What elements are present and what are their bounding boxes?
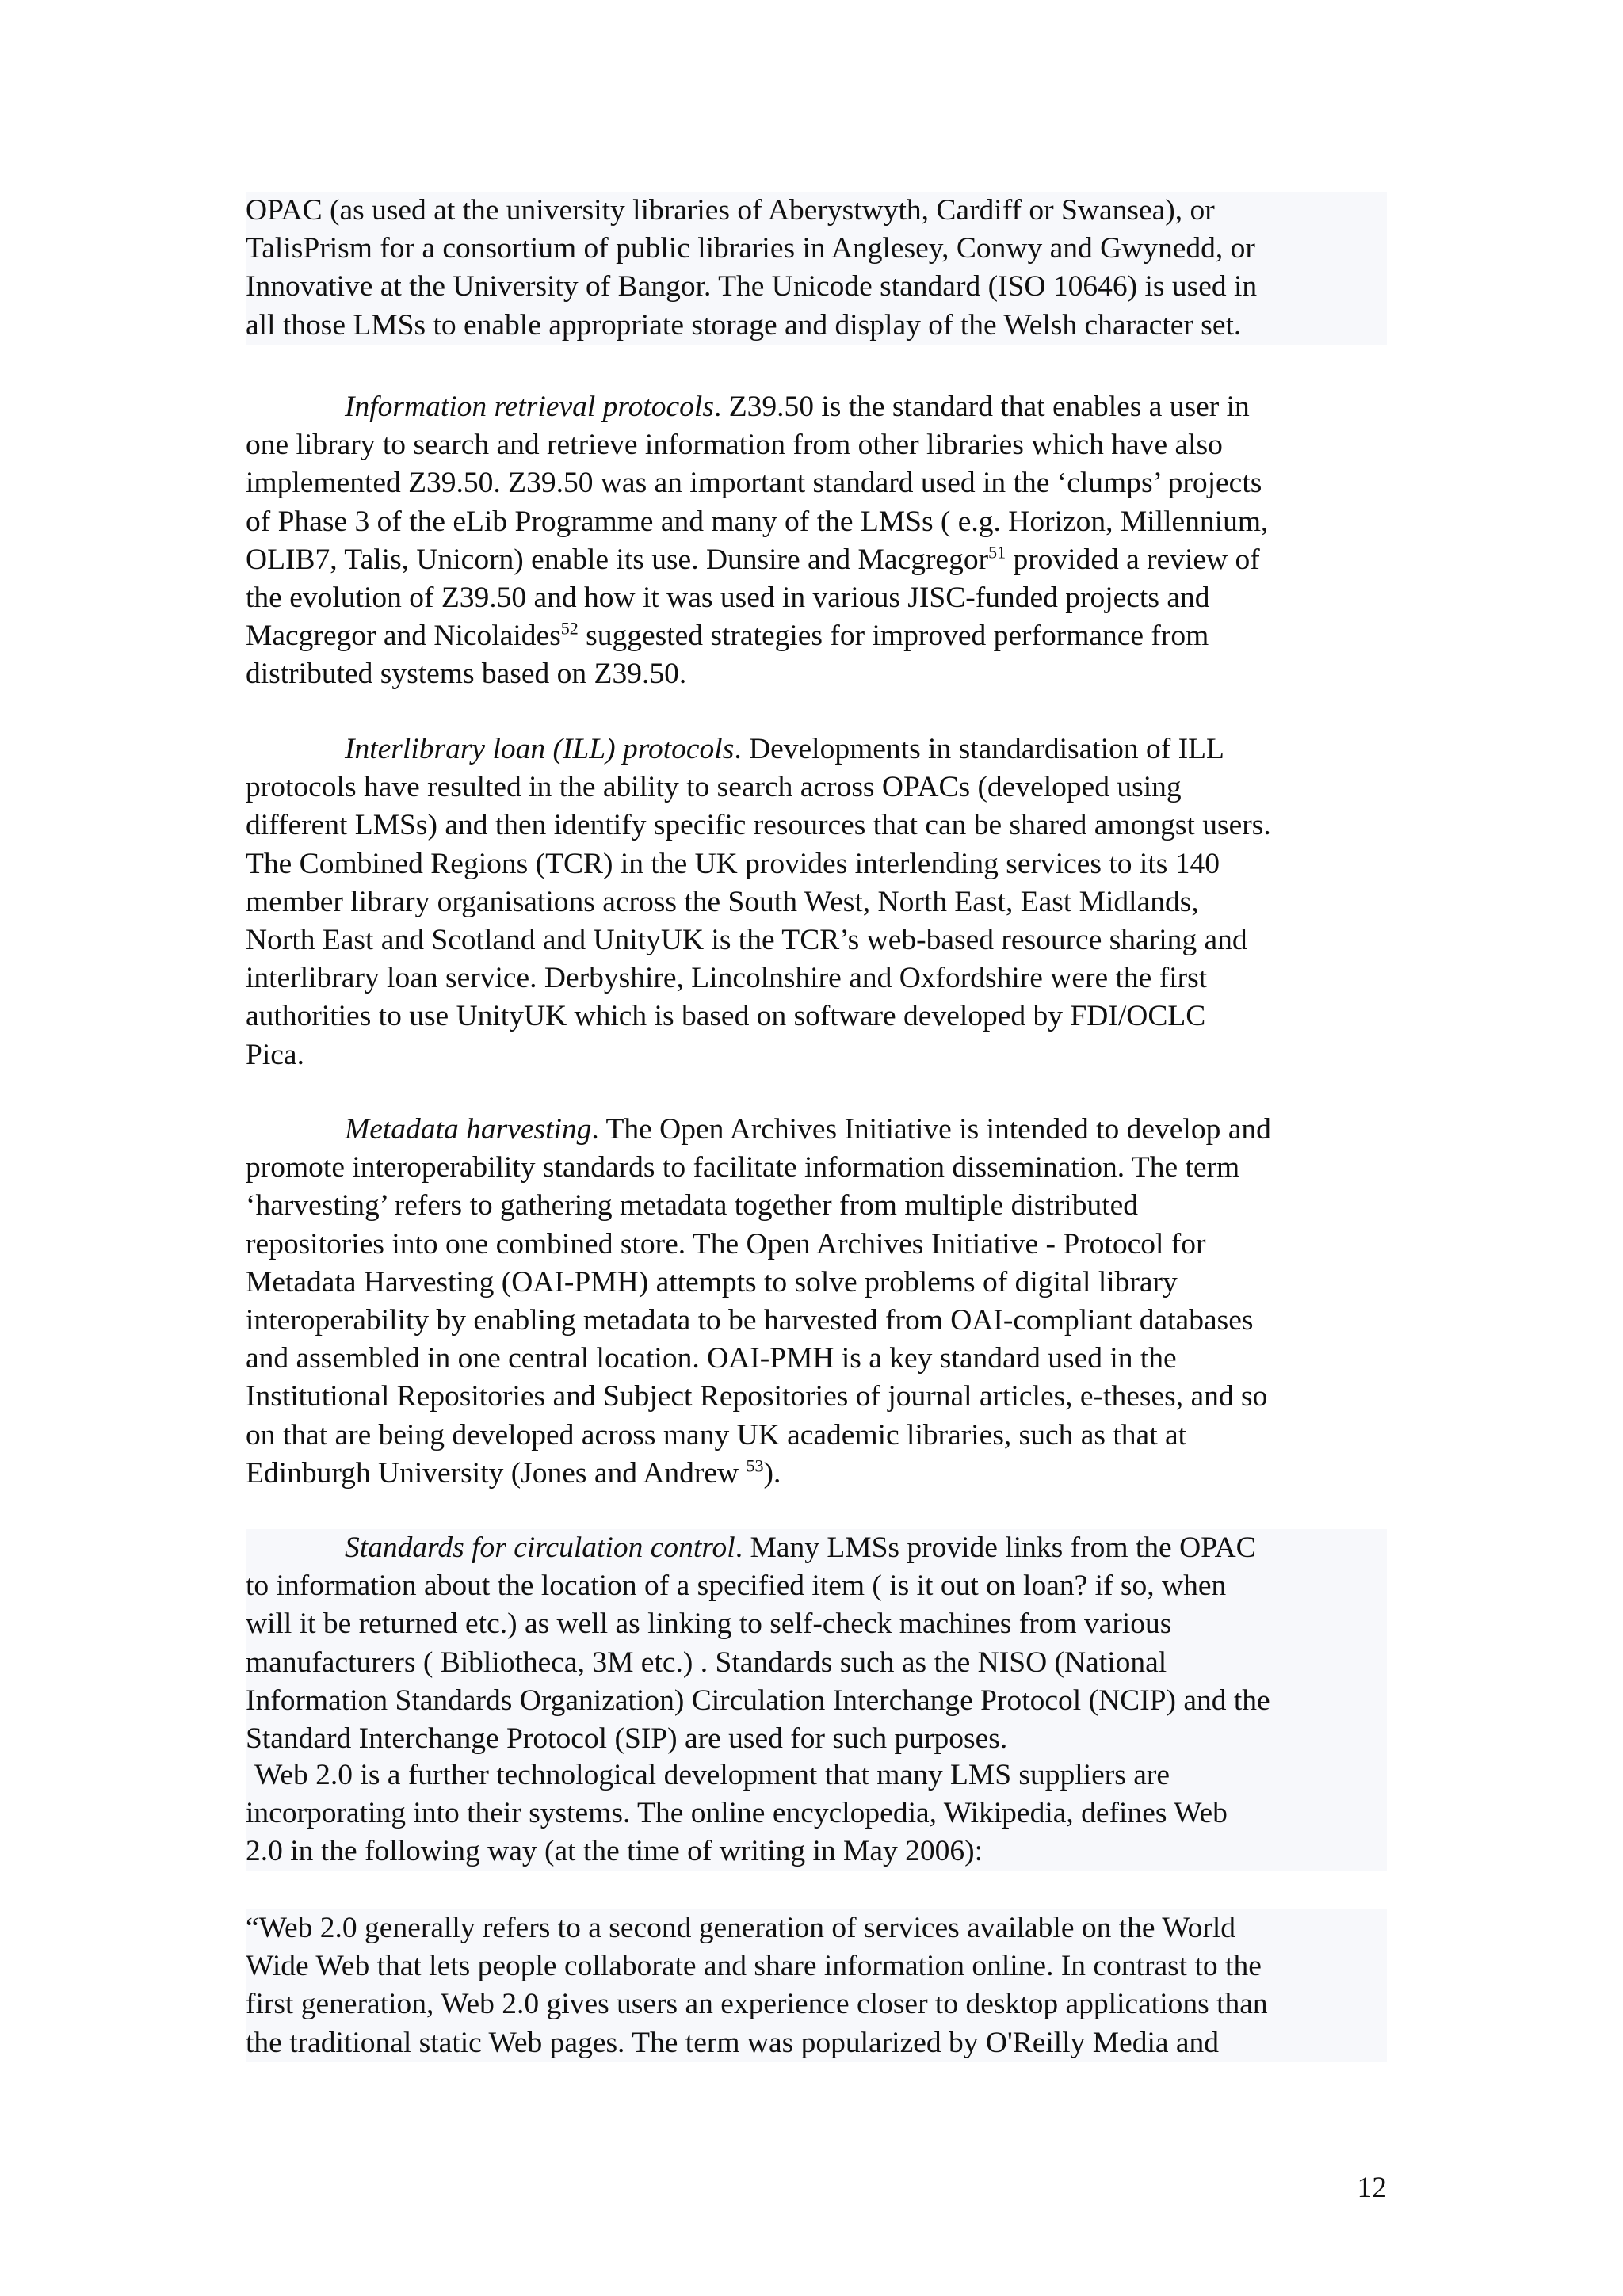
text-line: 2.0 in the following way (at the time of writing in May 2006):	[246, 1835, 983, 1868]
paragraph-information-retrieval	[246, 388, 1387, 694]
text-line: protocols have resulted in the ability to search across OPACs (developed using	[246, 771, 1182, 804]
text-line: “Web 2.0 generally refers to a second generation of services available on the World	[246, 1912, 1236, 1944]
section-heading: Standards for circulation control	[345, 1531, 735, 1564]
paragraph-web20-intro	[246, 1756, 1387, 1871]
text-line: North East and Scotland and UnityUK is the TCR’s web-based resource sharing and	[246, 923, 1247, 956]
text-line: the traditional static Web pages. The term was popularized by O'Reilly Media and	[246, 2026, 1220, 2059]
paragraph-circulation-control	[246, 1529, 1387, 1758]
text-line: ‘harvesting’ refers to gathering metadata together from multiple distributed	[246, 1189, 1139, 1222]
page-number: 12	[1357, 2172, 1387, 2204]
section-heading: Information retrieval protocols	[345, 391, 714, 423]
text-run: . Developments in standardisation of ILL	[734, 733, 1224, 765]
text-line: Information Standards Organization) Circulation Interchange Protocol (NCIP) and the	[246, 1684, 1270, 1717]
text-line: authorities to use UnityUK which is based on software developed by FDI/OCLC	[246, 1000, 1206, 1033]
paragraph-interlibrary-loan	[246, 730, 1387, 1074]
text-line: interoperability by enabling metadata to be harvested from OAI-compliant databases	[246, 1303, 1254, 1337]
paragraph-metadata-harvesting	[246, 1111, 1387, 1493]
section-heading: Interlibrary loan (ILL) protocols	[345, 733, 735, 765]
text-line	[246, 730, 1387, 769]
text-line: Pica.	[246, 1038, 304, 1071]
text-run: Edinburgh University (Jones and Andrew	[246, 1456, 747, 1489]
text-line: different LMSs) and then identify specific resources that can be shared amongst users.	[246, 809, 1271, 842]
text-line	[246, 1455, 1387, 1493]
text-line: to information about the location of a specified item ( is it out on loan? if so, when	[246, 1569, 1227, 1603]
text-run: . Z39.50 is the standard that enables a user in	[713, 391, 1250, 423]
section-heading: Metadata harvesting	[345, 1113, 592, 1146]
text-line: manufacturers ( Bibliotheca, 3M etc.) . Standards such as the NISO (National	[246, 1646, 1167, 1679]
text-line: interlibrary loan service. Derbyshire, Lincolnshire and Oxfordshire were the first	[246, 962, 1208, 995]
text-line: all those LMSs to enable appropriate storage and display of the Welsh character set.	[246, 308, 1242, 341]
text-line: The Combined Regions (TCR) in the UK provides interlending services to its 140	[246, 847, 1220, 880]
text-line	[246, 541, 1387, 579]
text-line: will it be returned etc.) as well as linking to self-check machines from various	[246, 1608, 1172, 1641]
text-line: distributed systems based on Z39.50.	[246, 658, 687, 691]
text-line	[246, 617, 1387, 655]
text-line	[246, 388, 1387, 426]
paragraph-opac	[246, 192, 1387, 345]
text-line: the evolution of Z39.50 and how it was used in various JISC-funded projects and	[246, 581, 1210, 614]
text-run: Macgregor and Nicolaides	[246, 620, 561, 653]
text-line: Metadata Harvesting (OAI-PMH) attempts to solve problems of digital library	[246, 1265, 1178, 1299]
text-line: member library organisations across the South West, North East, East Midlands,	[246, 885, 1199, 918]
text-line: first generation, Web 2.0 gives users an experience closer to desktop applications than	[246, 1988, 1268, 2021]
footnote-ref: 52	[560, 618, 579, 639]
text-line: and assembled in one central location. OAI-PMH is a key standard used in the	[246, 1342, 1177, 1375]
footnote-ref: 53	[746, 1455, 764, 1476]
text-line: of Phase 3 of the eLib Programme and many of the LMSs ( e.g. Horizon, Millennium,	[246, 505, 1269, 538]
text-run: . Many LMSs provide links from the OPAC	[735, 1531, 1256, 1564]
text-line: incorporating into their systems. The online encyclopedia, Wikipedia, defines Web	[246, 1797, 1228, 1830]
text-line	[246, 1529, 1387, 1567]
text-run: ).	[763, 1456, 781, 1489]
text-line: Standard Interchange Protocol (SIP) are used for such purposes.	[246, 1722, 1008, 1755]
text-line: Innovative at the University of Bangor. The Unicode standard (ISO 10646) is used in	[246, 270, 1258, 303]
text-run: . The Open Archives Initiative is intended to develop and	[591, 1113, 1271, 1146]
text-line: Web 2.0 is a further technological development that many LMS suppliers are	[254, 1759, 1170, 1791]
text-line: promote interoperability standards to facilitate information dissemination. The term	[246, 1151, 1240, 1184]
text-line: Institutional Repositories and Subject Repositories of journal articles, e-theses, and so	[246, 1380, 1268, 1413]
text-line	[246, 1111, 1387, 1149]
text-line: OPAC (as used at the university libraries of Aberystwyth, Cardiff or Swansea), or	[246, 194, 1215, 227]
text-line: implemented Z39.50. Z39.50 was an important standard used in the ‘clumps’ projects	[246, 467, 1262, 500]
text-line: repositories into one combined store. The Open Archives Initiative - Protocol for	[246, 1227, 1206, 1261]
text-line: Wide Web that lets people collaborate and share information online. In contrast to the	[246, 1950, 1262, 1983]
text-line: on that are being developed across many UK academic libraries, such as that at	[246, 1418, 1187, 1451]
text-line: one library to search and retrieve information from other libraries which have also	[246, 429, 1223, 462]
text-run: suggested strategies for improved performance from	[578, 620, 1209, 653]
footnote-ref: 51	[988, 542, 1006, 563]
paragraph-web20-quote	[246, 1909, 1387, 2062]
text-run: provided a review of	[1006, 543, 1260, 576]
text-line: TalisPrism for a consortium of public libraries in Anglesey, Conwy and Gwynedd, or	[246, 232, 1255, 265]
text-run: OLIB7, Talis, Unicorn) enable its use. Dunsire and Macgregor	[246, 543, 989, 576]
